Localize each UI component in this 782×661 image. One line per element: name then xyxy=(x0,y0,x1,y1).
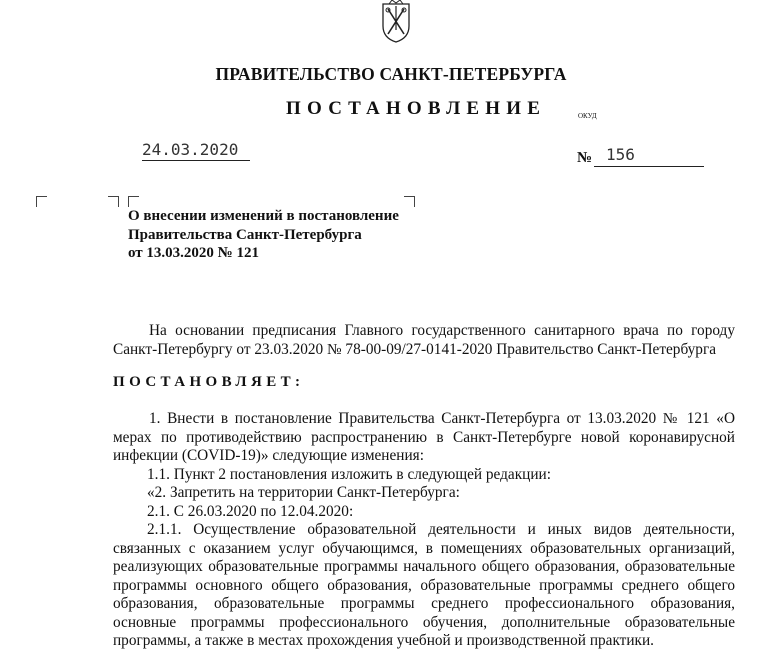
subject-corner-mid-left xyxy=(128,196,139,207)
preamble-text: На основании предписания Главного государственного санитарного врача по городу Санкт-Петербургу от 23.03.2020 № 78-00-09/27-0141-2020 Правительство Санкт-Петербурга xyxy=(113,322,735,358)
document-date: 24.03.2020 xyxy=(142,140,239,159)
subject-corner-top-left xyxy=(36,196,47,207)
body-paragraph-2: 1.1. Пункт 2 постановления изложить в следующей редакции: xyxy=(147,465,551,483)
subject-corner-mid-right xyxy=(108,196,119,207)
preamble-block xyxy=(113,322,735,359)
coat-of-arms-emblem xyxy=(377,0,415,44)
decrees-heading: ПОСТАНОВЛЯЕТ: xyxy=(113,374,305,390)
number-sign: № xyxy=(577,150,593,166)
subject-line-2: Правительства Санкт-Петербурга xyxy=(128,226,362,243)
subject-line-3: от 13.03.2020 № 121 xyxy=(128,245,259,261)
number-underline xyxy=(594,166,704,167)
body-paragraph-1: 1. Внести в постановление Правительства Санкт-Петербурга от 13.03.2020 № 121 «О мерах по противодействию распространению в Санкт-Петербурге новой коронавирусной инфекции (COVID-19)» следующие изменения: xyxy=(113,410,735,464)
document-type-title: ПОСТАНОВЛЕНИЕ xyxy=(286,98,547,119)
document-subject xyxy=(128,207,399,263)
document-number: 156 xyxy=(606,145,635,164)
subject-corner-top-right xyxy=(404,196,415,207)
body-paragraph-5: 2.1.1. Осуществление образовательной деятельности и иных видов деятельности, связанных с оказанием услуг обучающимся, в помещениях образовательных организаций, реализующих образовательные программы начального общего образования, образовательные программы основного общего образования, образовательные программы среднего общего образования, образовательные программы среднего профессионального образования, основные программы профессионального обучения, дополнительные образовательные программы, а также в местах прохождения учебной и производственной практики. xyxy=(113,521,735,649)
date-underline xyxy=(142,160,250,161)
document-body xyxy=(113,410,735,651)
body-paragraph-4: 2.1. С 26.03.2020 по 12.04.2020: xyxy=(147,502,354,520)
okud-label: ОКУД xyxy=(578,112,597,120)
subject-line-1: О внесении изменений в постановление xyxy=(128,208,399,224)
body-paragraph-3: «2. Запретить на территории Санкт-Петербурга: xyxy=(147,484,460,501)
government-title: ПРАВИТЕЛЬСТВО САНКТ-ПЕТЕРБУРГА xyxy=(215,64,567,84)
